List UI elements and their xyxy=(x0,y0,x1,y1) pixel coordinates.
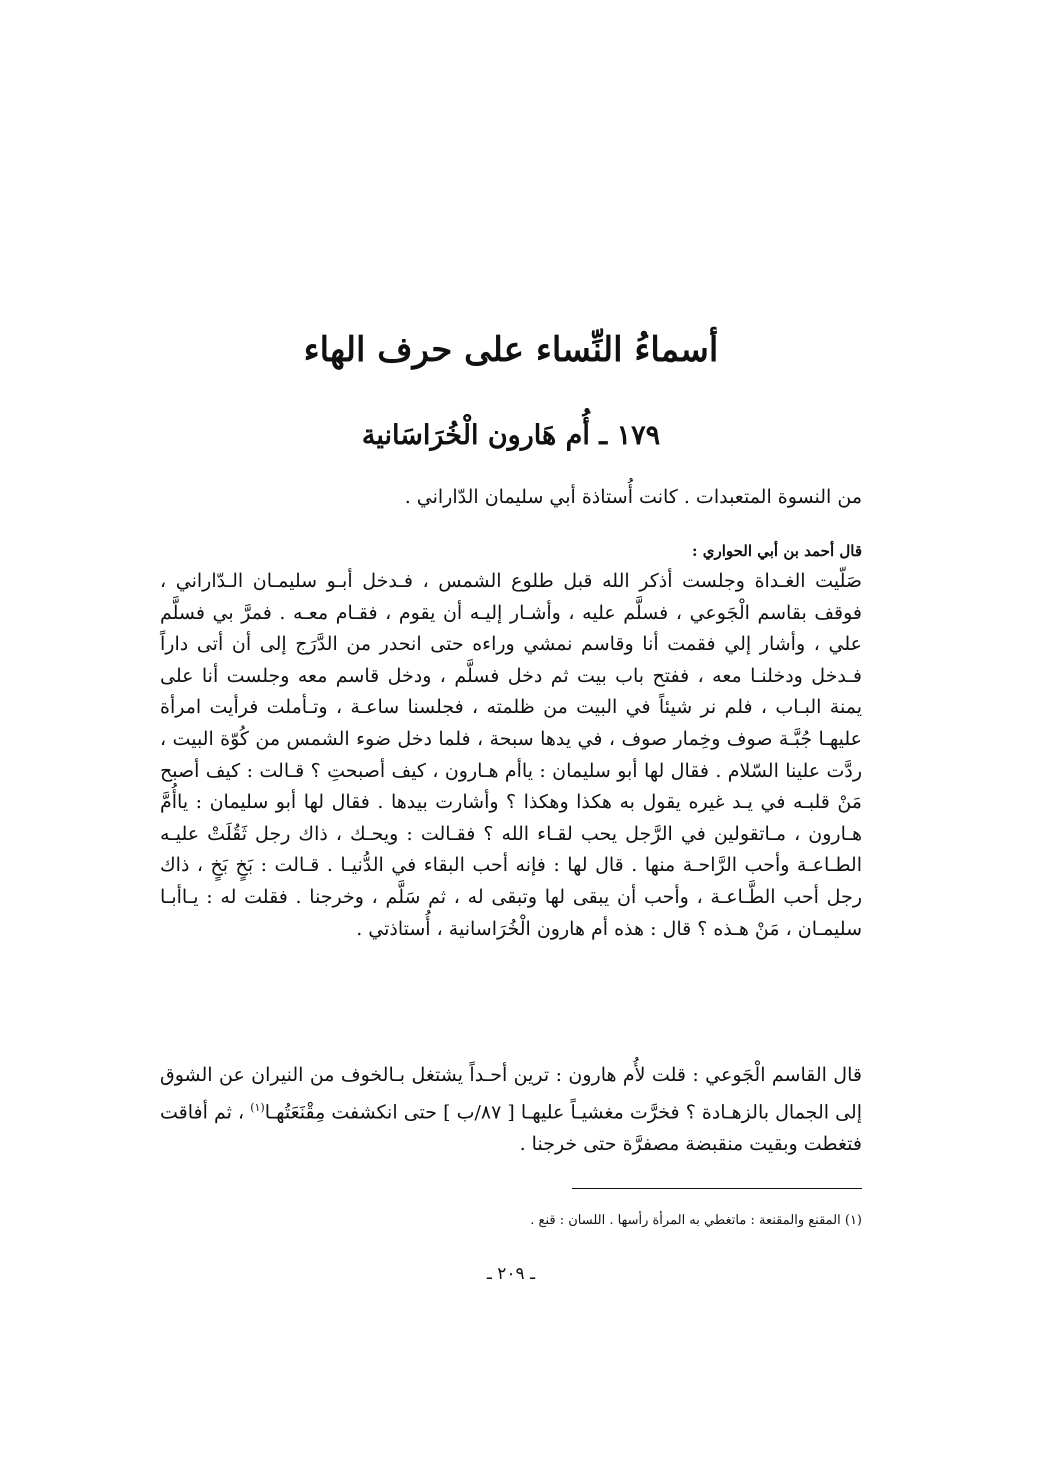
footnote-marker: (١) xyxy=(250,1100,265,1114)
entry-title: ١٧٩ ـ أُم هَارون الْخُرَاسَانية xyxy=(361,420,661,451)
footnote-divider xyxy=(572,1188,862,1189)
page-number: ـ ٢٠٩ ـ xyxy=(486,1264,536,1284)
entry-intro: من النسوة المتعبدات . كانت أُستاذة أبي سليمان الدّاراني . xyxy=(404,486,862,508)
book-page xyxy=(160,0,862,1477)
narrator-line: قال أحمد بن أبي الحواري : xyxy=(691,542,862,560)
chapter-title: أسماءُ النِّساء على حرف الهاء xyxy=(303,330,719,370)
footnote: (١) المقنع والمقنعة : ماتغطي به المرأة رأسها . اللسان : قنع . xyxy=(530,1213,862,1228)
story-paragraph-1: صَلّيت الغـداة وجلست أذكر الله قبل طلوع الشمس ، فـدخل أبـو سليمـان الـدّاراني ، فوقف بقاسم الْجَوعي ، فسلَّم عليه ، وأشـار إليـه أن يقوم ، فقـام معـه . فمرَّ بي فسلَّم علي ، وأشار إلي فقمت أنا وقاسم نمشي وراءه حتى انحدر من الدَّرَج إلى أن أتى داراً فـدخل ودخلنـا معه ، ففتح باب بيت ثم دخل فسلَّم ، ودخل قاسم معه وجلست أنا على يمنة البـاب ، فلم نر شيئاً في البيت من ظلمته ، فجلسنا ساعـة ، وتـأملت فرأيت امرأة عليهـا جُبَّـة صوف وخِمار صوف ، في يدها سبحة ، فلما دخل ضوء الشمس من كُوّة البيت ، ردَّت علينا السّلام . فقال لها أبو سليمان : ياأم هـارون ، كيف أصبحتِ ؟ قـالت : كيف أصبح مَنْ قلبـه في يـد غيره يقول به هكذا وهكذا ؟ وأشارت بيدها . فقال لها أبو سليمان : ياأُمَّ هـارون ، مـاتقولين في الرَّجل يحب لقـاء الله ؟ فقـالت : ويحـك ، ذاك رجل ثَقُلَتْ عليـه الطـاعـة وأحب الرَّاحـة منها . قال لها : فإنه أحب البقاء في الدُّنيـا . قـالت : بَخٍ بَخٍ ، ذاك رجل أحب الطَّـاعـة ، وأحب أن يبقى لها وتبقى له ، ثم سَلَّم ، وخرجنا . فقلت له : يـاأبـا سليمـان ، مَنْ هـذه ؟ قال : هذه أم هارون الْخُرَاسانية ، أُستاذتي . xyxy=(160,570,862,940)
story-paragraph-2-ending: ، ثم أفاقت فتغطت وبقيت منقبضة مصفرَّة حتى خرجنا . xyxy=(160,1100,862,1155)
story-paragraph-2-text: قال القاسم الْجَوعي : قلت لأُم هارون : ترين أحـداً يشتغل بـالخوف من النيران عن الشوق إلى الجمال بالزهـادة ؟ فخرَّت مغشيـاً عليهـا [ ٨٧/ب ] حتى انكشفت مِقْنَعَتُهـا xyxy=(160,1064,862,1123)
story-paragraph-2 xyxy=(160,1060,862,1160)
